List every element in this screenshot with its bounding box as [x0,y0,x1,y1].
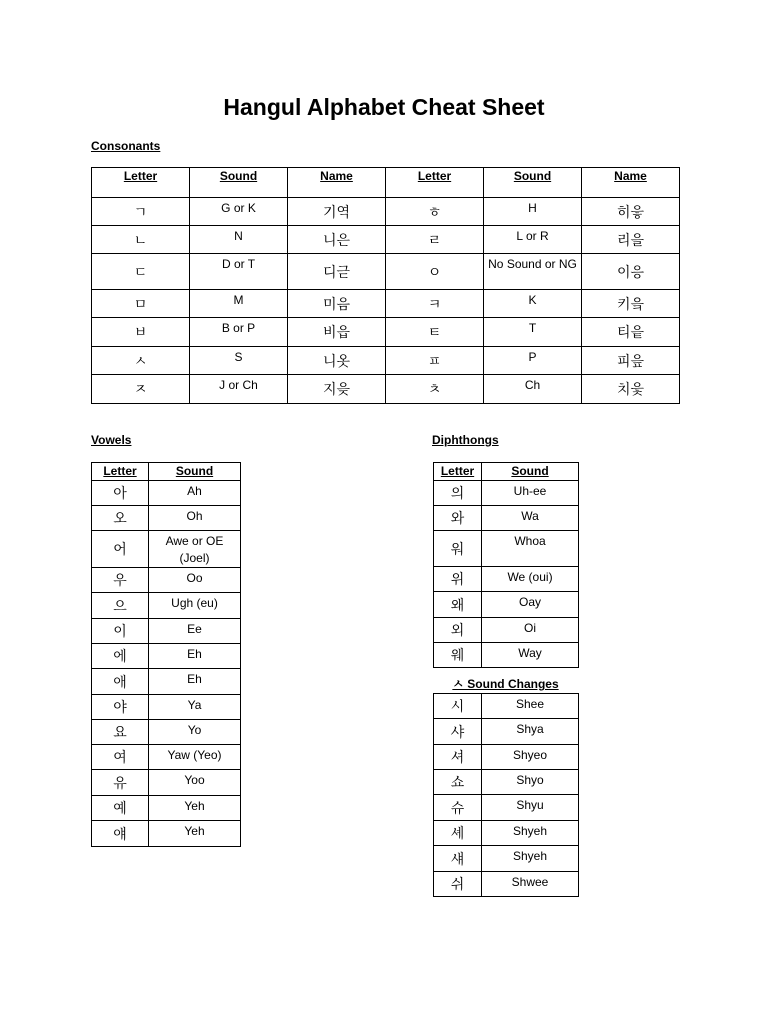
hangul-cell: 유 [92,770,149,796]
table-row [92,375,680,404]
hangul-cell: 쉬 [434,872,482,897]
hangul-cell: 웨 [434,643,482,668]
hangul-cell: 히읗 [582,198,680,226]
hangul-cell: ㅁ [92,290,190,318]
column-header: Letter [434,463,482,481]
sound-cell: We (oui) [482,567,579,592]
hangul-cell: 섀 [434,846,482,872]
hangul-cell: 셔 [434,745,482,770]
hangul-cell: 쇼 [434,770,482,795]
sound-cell: Shyeh [482,846,579,872]
hangul-cell: 왜 [434,592,482,618]
sound-cell: Ugh (eu) [149,593,241,619]
table-row [92,481,241,506]
table-row [92,796,241,821]
column-header: Sound [190,168,288,198]
table-row [434,643,579,668]
sound-cell: Eh [149,644,241,669]
sound-cell: Wa [482,506,579,531]
column-header: Name [288,168,386,198]
hangul-cell: ㅅ [92,347,190,375]
table-row [92,531,241,568]
table-row [92,318,680,347]
consonants-heading: Consonants [91,139,161,153]
sound-cell: Yeh [149,821,241,847]
sound-cell: Yo [149,720,241,745]
sound-cell: H [484,198,582,226]
sound-cell: Ya [149,695,241,720]
sound-cell: Yoo [149,770,241,796]
sound-cell: Shyeh [482,821,579,846]
table-row [92,593,241,619]
table-row [434,506,579,531]
hangul-cell: 시 [434,694,482,719]
hangul-cell: ㄷ [92,254,190,290]
sound-cell: Awe or OE (Joel) [149,531,241,568]
hangul-cell: 에 [92,644,149,669]
sound-cell: L or R [484,226,582,254]
hangul-cell: 의 [434,481,482,506]
hangul-cell: ㅎ [386,198,484,226]
hangul-cell: 샤 [434,719,482,745]
hangul-cell: 예 [92,796,149,821]
table-row [92,770,241,796]
hangul-cell: ㅇ [386,254,484,290]
sound-cell: Oo [149,568,241,593]
hangul-cell: 오 [92,506,149,531]
hangul-cell: 미음 [288,290,386,318]
sound-cell: Way [482,643,579,668]
sound-cell: T [484,318,582,347]
hangul-cell: 요 [92,720,149,745]
hangul-cell: 디귿 [288,254,386,290]
hangul-cell: 애 [92,669,149,695]
sound-cell: J or Ch [190,375,288,404]
column-header: Name [582,168,680,198]
hangul-cell: 니옷 [288,347,386,375]
table-row [92,695,241,720]
sound-cell: Uh-ee [482,481,579,506]
table-row [434,694,579,719]
hangul-cell: ㅌ [386,318,484,347]
hangul-cell: 와 [434,506,482,531]
hangul-cell: 아 [92,481,149,506]
diphthongs-heading: Diphthongs [432,433,499,447]
diphthongs-table [433,462,579,668]
table-row [92,669,241,695]
table-row [434,592,579,618]
sound-cell: Ee [149,619,241,644]
hangul-cell: 이응 [582,254,680,290]
sound-cell: P [484,347,582,375]
sound-cell: Eh [149,669,241,695]
table-row [92,506,241,531]
table-row [434,719,579,745]
hangul-cell: ㅂ [92,318,190,347]
table-row [434,821,579,846]
sound-changes-table [433,693,579,897]
table-row [92,568,241,593]
table-row [92,619,241,644]
hangul-cell: 셰 [434,821,482,846]
sound-cell: S [190,347,288,375]
hangul-cell: 어 [92,531,149,568]
vowels-heading: Vowels [91,433,132,447]
hangul-cell: 으 [92,593,149,619]
sound-cell: Shyo [482,770,579,795]
hangul-cell: ㅈ [92,375,190,404]
hangul-cell: 슈 [434,795,482,821]
table-header-row [434,463,579,481]
sound-cell: Shyu [482,795,579,821]
sound-cell: Oi [482,618,579,643]
sound-cell: G or K [190,198,288,226]
consonants-table [91,167,680,404]
hangul-cell: ㄹ [386,226,484,254]
column-header: Sound [484,168,582,198]
table-row [434,872,579,897]
table-row [434,846,579,872]
column-header: Sound [482,463,579,481]
sound-cell: Whoa [482,531,579,567]
hangul-cell: ㅊ [386,375,484,404]
hangul-cell: 이 [92,619,149,644]
hangul-cell: 치읓 [582,375,680,404]
column-header: Letter [92,463,149,481]
sound-cell: K [484,290,582,318]
hangul-cell: 우 [92,568,149,593]
table-row [434,745,579,770]
hangul-cell: ㅍ [386,347,484,375]
table-row [92,644,241,669]
table-row [92,290,680,318]
table-row [92,821,241,847]
hangul-cell: 야 [92,695,149,720]
sound-cell: Ch [484,375,582,404]
table-header-row [92,168,680,198]
sound-cell: D or T [190,254,288,290]
hangul-cell: 비읍 [288,318,386,347]
column-header: Letter [92,168,190,198]
hangul-cell: ㅋ [386,290,484,318]
table-row [92,254,680,290]
vowels-table [91,462,241,847]
sound-cell: Oh [149,506,241,531]
hangul-cell: 외 [434,618,482,643]
table-row [92,720,241,745]
hangul-cell: ㄴ [92,226,190,254]
hangul-cell: 기역 [288,198,386,226]
sound-cell: Shya [482,719,579,745]
sound-changes-heading: ㅅ Sound Changes [452,677,559,691]
sound-cell: No Sound or NG [484,254,582,290]
hangul-cell: 니은 [288,226,386,254]
hangul-cell: 지읒 [288,375,386,404]
table-row [434,481,579,506]
hangul-cell: 위 [434,567,482,592]
hangul-cell: 리을 [582,226,680,254]
sound-cell: Shee [482,694,579,719]
table-row [92,745,241,770]
sound-cell: Oay [482,592,579,618]
column-header: Sound [149,463,241,481]
table-header-row [92,463,241,481]
hangul-cell: ㄱ [92,198,190,226]
table-row [92,198,680,226]
table-row [434,770,579,795]
table-row [434,795,579,821]
sound-cell: M [190,290,288,318]
column-header: Letter [386,168,484,198]
hangul-cell: 피읖 [582,347,680,375]
table-row [434,618,579,643]
sound-cell: Yeh [149,796,241,821]
sound-cell: Yaw (Yeo) [149,745,241,770]
hangul-cell: 워 [434,531,482,567]
sound-cell: Ah [149,481,241,506]
hangul-cell: 티읕 [582,318,680,347]
hangul-cell: 키읔 [582,290,680,318]
hangul-cell: 여 [92,745,149,770]
table-row [434,531,579,567]
page-title: Hangul Alphabet Cheat Sheet [223,94,545,120]
sound-cell: Shyeo [482,745,579,770]
sound-cell: N [190,226,288,254]
table-row [92,347,680,375]
table-row [92,226,680,254]
sound-cell: Shwee [482,872,579,897]
sound-cell: B or P [190,318,288,347]
hangul-cell: 얘 [92,821,149,847]
table-row [434,567,579,592]
